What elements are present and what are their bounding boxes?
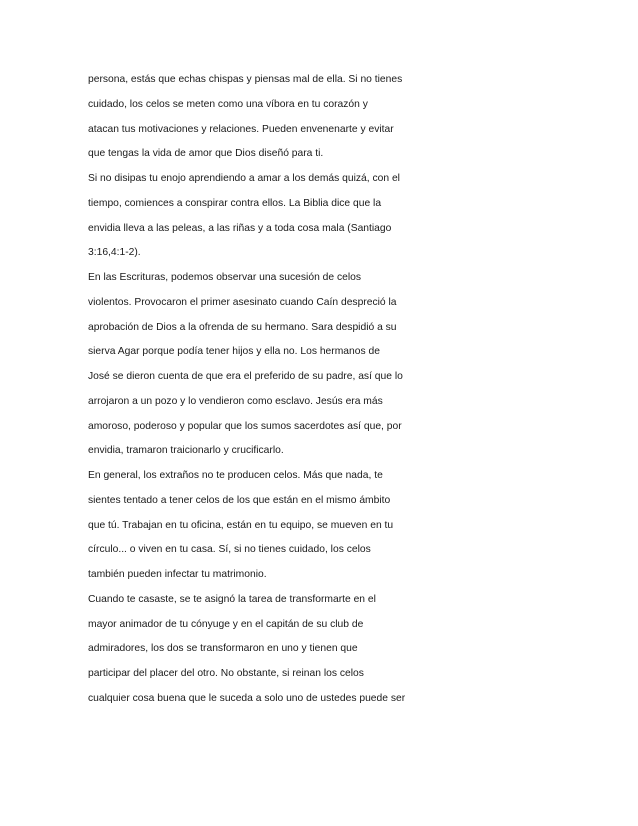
text-line: mayor animador de tu cónyuge y en el capitán de su club de bbox=[88, 618, 364, 630]
text-line: arrojaron a un pozo y lo vendieron como esclavo. Jesús era más bbox=[88, 395, 383, 407]
text-line: círculo... o viven en tu casa. Sí, si no tienes cuidado, los celos bbox=[88, 544, 371, 556]
text-line: Cuando te casaste, se te asignó la tarea de transformarte en el bbox=[88, 593, 376, 605]
text-line: persona, estás que echas chispas y piensas mal de ella. Si no tienes bbox=[88, 74, 403, 85]
text-line: José se dieron cuenta de que era el preferido de su padre, así que lo bbox=[88, 371, 403, 382]
text-line: admiradores, los dos se transformaron en uno y tienen que bbox=[88, 643, 358, 655]
body-text bbox=[88, 68, 408, 712]
text-line: cualquier cosa buena que le suceda a solo uno de ustedes puede ser bbox=[88, 692, 406, 704]
text-line: violentos. Provocaron el primer asesinato cuando Caín despreció la bbox=[88, 296, 397, 308]
text-line: Si no disipas tu enojo aprendiendo a amar a los demás quizá, con el bbox=[88, 173, 400, 184]
text-line: que tengas la vida de amor que Dios diseñó para ti. bbox=[88, 148, 324, 160]
text-line: 3:16,4:1-2). bbox=[88, 247, 141, 259]
text-line: envidia lleva a las peleas, a las riñas y a toda cosa mala (Santiago bbox=[88, 222, 392, 234]
text-line: sierva Agar porque podía tener hijos y ella no. Los hermanos de bbox=[88, 346, 380, 358]
text-line: envidia, tramaron traicionarlo y crucificarlo. bbox=[88, 445, 284, 457]
text-line: que tú. Trabajan en tu oficina, están en tu equipo, se mueven en tu bbox=[88, 519, 394, 531]
text-line: sientes tentado a tener celos de los que están en el mismo ámbito bbox=[88, 494, 391, 506]
text-line: amoroso, poderoso y popular que los sumos sacerdotes así que, por bbox=[88, 420, 402, 432]
text-line: En general, los extraños no te producen celos. Más que nada, te bbox=[88, 470, 383, 481]
text-line: participar del placer del otro. No obstante, si reinan los celos bbox=[88, 668, 364, 679]
text-line: también pueden infectar tu matrimonio. bbox=[88, 569, 267, 580]
text-line: atacan tus motivaciones y relaciones. Pueden envenenarte y evitar bbox=[88, 123, 394, 135]
text-line: En las Escrituras, podemos observar una sucesión de celos bbox=[88, 272, 362, 283]
text-line: aprobación de Dios a la ofrenda de su hermano. Sara despidió a su bbox=[88, 321, 397, 333]
text-line: cuidado, los celos se meten como una víbora en tu corazón y bbox=[88, 98, 368, 110]
text-line: tiempo, comiences a conspirar contra ellos. La Biblia dice que la bbox=[88, 197, 382, 209]
